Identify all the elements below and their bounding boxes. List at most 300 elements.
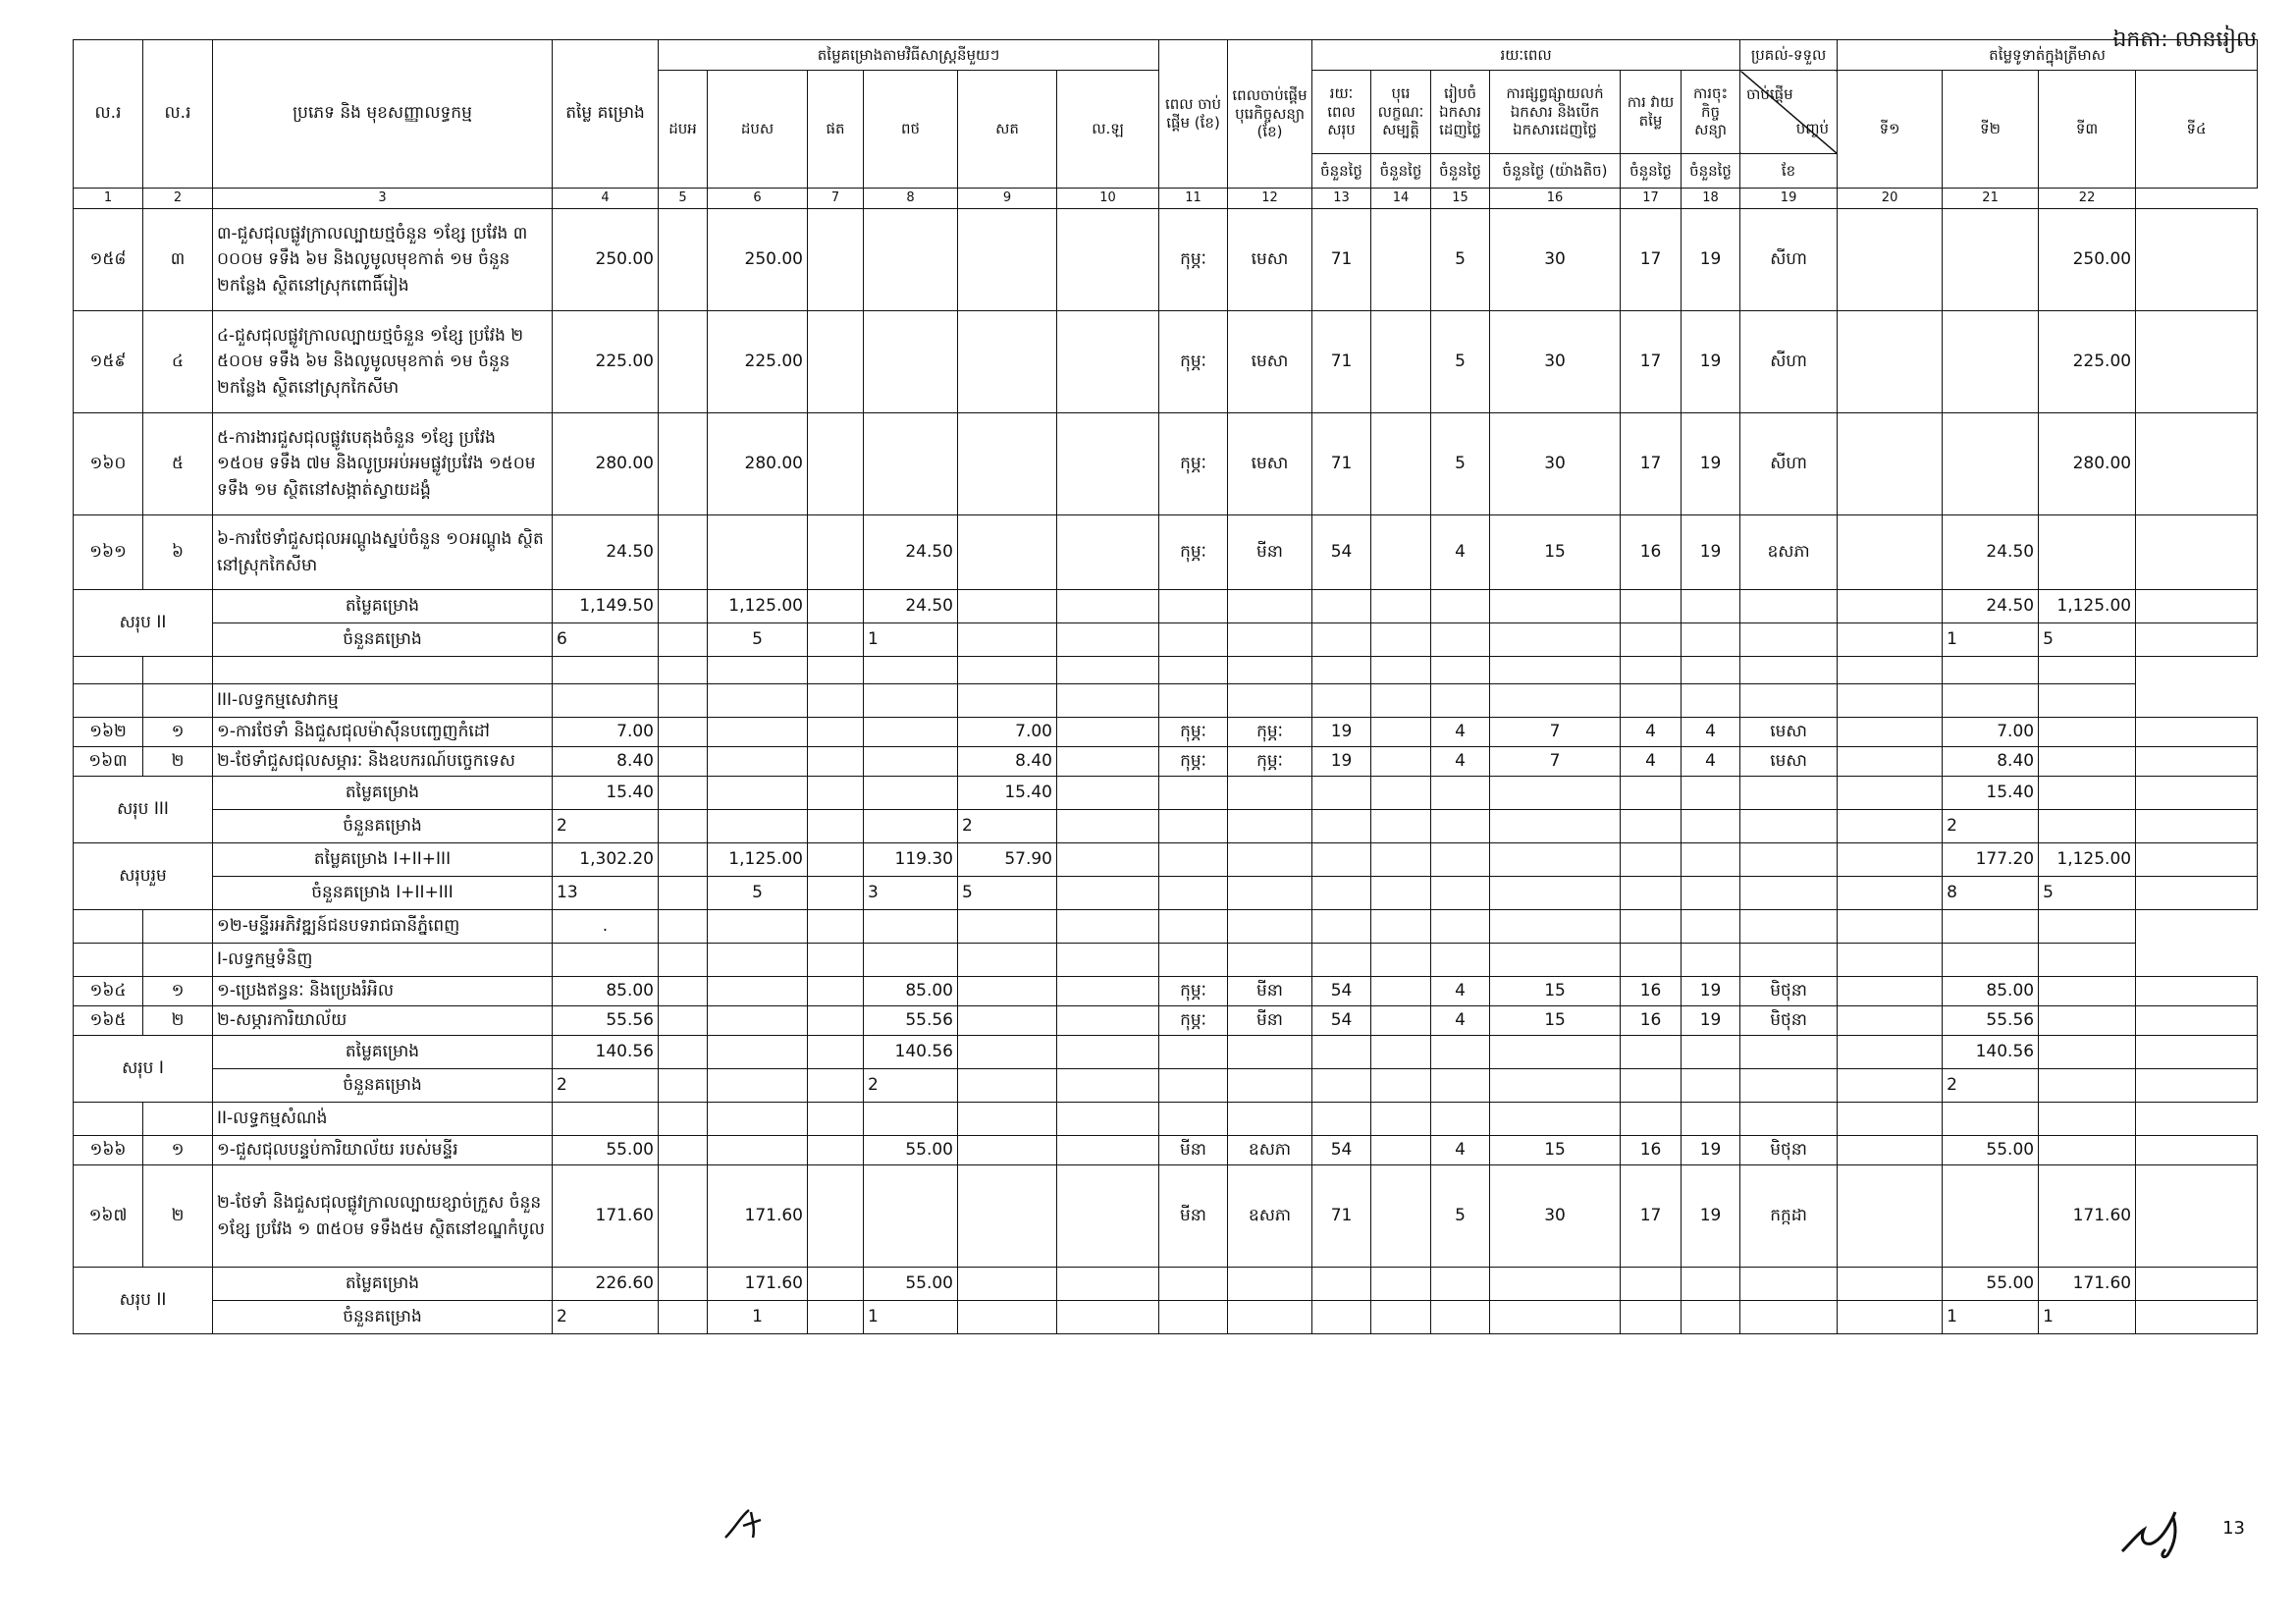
row-duration-dt: 71 <box>1312 311 1371 413</box>
row-duration-dcon: 19 <box>1682 209 1740 311</box>
subtotal-estimate: 6 <box>553 623 659 657</box>
section-empty <box>708 1103 808 1136</box>
blank-cell <box>2039 657 2136 684</box>
row-method-m2 <box>708 718 808 747</box>
section-empty <box>1057 944 1159 977</box>
section-empty <box>1228 684 1312 718</box>
subtotal-empty <box>1057 1301 1159 1334</box>
subtotal-q1 <box>1838 1036 1943 1069</box>
section-empty <box>74 944 143 977</box>
row-description: ២-ថែទាំ និងជួសជុលផ្លូវក្រាលល្បាយខ្សាច់ក្រួស ចំនួន ១ខ្សែ ប្រវែង ១ ៣៥០ម ទទឹង៥ម ស្ថិតនៅខណ្ឌកំបូល <box>213 1165 553 1268</box>
subtotal-q4 <box>2136 590 2258 623</box>
column-index-cell: 12 <box>1228 189 1312 209</box>
subtotal-type: តម្លៃគម្រោង <box>213 590 553 623</box>
subtotal-m4: 3 <box>864 877 958 910</box>
section-empty <box>1838 910 1943 944</box>
row-payment-q4 <box>2136 515 2258 590</box>
row-method-m2: 250.00 <box>708 209 808 311</box>
row-start-month: មីនា <box>1159 1136 1228 1165</box>
section-empty <box>1371 944 1431 977</box>
subtotal-empty <box>1312 623 1371 657</box>
subtotal-empty <box>1682 590 1740 623</box>
row-no: ១៦១ <box>74 515 143 590</box>
subtotal-empty <box>1312 810 1371 843</box>
row-payment-q4 <box>2136 1006 2258 1036</box>
row-method-m6 <box>1057 515 1159 590</box>
row-start-month: កុម្ភៈ <box>1159 515 1228 590</box>
subtotal-type: ចំនួនគម្រោង <box>213 1301 553 1334</box>
subtotal-q4 <box>2136 1069 2258 1103</box>
row-start-month: កុម្ភៈ <box>1159 311 1228 413</box>
subtotal-empty <box>1431 777 1490 810</box>
section-empty <box>1682 944 1740 977</box>
subtotal-q2: 1 <box>1943 1301 2039 1334</box>
subtotal-q1 <box>1838 1268 1943 1301</box>
section-empty <box>1740 910 1838 944</box>
blank-cell <box>1740 657 1838 684</box>
row-method-m2 <box>708 1006 808 1036</box>
subtotal-m3 <box>808 1036 864 1069</box>
row-payment-q4 <box>2136 1165 2258 1268</box>
group-payment: តម្លៃទូទាត់ក្នុងត្រីមាស <box>1838 40 2258 71</box>
section-heading-row <box>74 1103 2258 1136</box>
subtotal-m1 <box>659 590 708 623</box>
section-empty <box>958 910 1057 944</box>
section-empty <box>1943 910 2039 944</box>
section-empty <box>1740 684 1838 718</box>
row-method-m1 <box>659 311 708 413</box>
subtotal-empty <box>1490 877 1621 910</box>
section-empty <box>808 944 864 977</box>
row-payment-q1 <box>1838 747 1943 777</box>
row-method-m3 <box>808 1136 864 1165</box>
procurement-plan-sheet <box>73 39 2258 1334</box>
row-payment-q3 <box>2039 1136 2136 1165</box>
subtotal-m5 <box>958 590 1057 623</box>
row-method-m2: 280.00 <box>708 413 808 515</box>
row-prep-month: ឧសភា <box>1228 1136 1312 1165</box>
subtotal-empty <box>1312 1301 1371 1334</box>
section-empty <box>2039 910 2136 944</box>
table-row <box>74 1136 2258 1165</box>
subtotal-estimate: 13 <box>553 877 659 910</box>
row-method-m6 <box>1057 718 1159 747</box>
row-method-m6 <box>1057 1165 1159 1268</box>
subtotal-m4: 55.00 <box>864 1268 958 1301</box>
subtotal-q1 <box>1838 1069 1943 1103</box>
section-empty <box>1312 684 1371 718</box>
column-index-cell: 9 <box>958 189 1057 209</box>
row-estimate: 225.00 <box>553 311 659 413</box>
subtotal-label: សរុប III <box>74 777 213 843</box>
subtotal-m5: 2 <box>958 810 1057 843</box>
col-delivery <box>1740 71 1838 154</box>
row-duration-dpre <box>1371 311 1431 413</box>
subtotal-empty <box>1371 843 1431 877</box>
row-duration-dt: 71 <box>1312 413 1371 515</box>
section-empty <box>958 684 1057 718</box>
subtotal-empty <box>1159 777 1228 810</box>
subtotal-m1 <box>659 1069 708 1103</box>
row-payment-q2 <box>1943 311 2039 413</box>
subtotal-empty <box>1371 1036 1431 1069</box>
row-description: ៤-ជួសជុលផ្លូវក្រាលល្បាយថ្មចំនួន ១ខ្សែ ប្រវែង ២ ៥០០ម ទទឹង ៦ម និងលូមូលមុខកាត់ ១ម ចំនួន ២កន្លែង ស្ថិតនៅស្រុកកៃសីមា <box>213 311 553 413</box>
section-empty <box>708 944 808 977</box>
col-d-sell: ការផ្សព្វផ្សាយលក់ ឯកសារ និងបើក ឯកសារដេញថ្លៃ <box>1490 71 1621 154</box>
subtotal-empty <box>1312 843 1371 877</box>
row-duration-deval: 4 <box>1621 718 1682 747</box>
blank-cell <box>1431 657 1490 684</box>
col-m1: ដបអ <box>659 71 708 189</box>
subtotal-empty <box>1159 877 1228 910</box>
col-d-eval: ការ វាយតម្លៃ <box>1621 71 1682 154</box>
row-payment-q1 <box>1838 515 1943 590</box>
blank-cell <box>864 657 958 684</box>
subtotal-empty <box>1371 777 1431 810</box>
subtotal-m2: 1,125.00 <box>708 590 808 623</box>
subtotal-m4: 1 <box>864 623 958 657</box>
subtotal-estimate: 226.60 <box>553 1268 659 1301</box>
section-empty <box>659 910 708 944</box>
subtotal-m5 <box>958 1036 1057 1069</box>
section-empty <box>1159 684 1228 718</box>
subtotal-q1 <box>1838 877 1943 910</box>
row-estimate: 8.40 <box>553 747 659 777</box>
subtotal-empty <box>1740 1301 1838 1334</box>
subtotal-q4 <box>2136 1036 2258 1069</box>
row-payment-q2: 24.50 <box>1943 515 2039 590</box>
subtotal-empty <box>1621 810 1682 843</box>
row-method-m3 <box>808 515 864 590</box>
row-method-m6 <box>1057 311 1159 413</box>
section-heading: I-លទ្ធកម្មទំនិញ <box>213 944 553 977</box>
row-duration-dsell: 7 <box>1490 718 1621 747</box>
row-sub-no: ២ <box>143 747 213 777</box>
column-index-cell: 6 <box>708 189 808 209</box>
row-method-m4 <box>864 747 958 777</box>
row-start-month: កុម្ភៈ <box>1159 718 1228 747</box>
row-delivery: មិថុនា <box>1740 1006 1838 1036</box>
row-prep-month: មេសា <box>1228 413 1312 515</box>
section-empty <box>1312 1103 1371 1136</box>
row-delivery: មិថុនា <box>1740 977 1838 1006</box>
subtotal-m2 <box>708 1036 808 1069</box>
subtotal-label: សរុបរួម <box>74 843 213 910</box>
section-empty <box>1838 1103 1943 1136</box>
table-row <box>74 311 2258 413</box>
row-method-m5 <box>958 1165 1057 1268</box>
row-method-m4 <box>864 1165 958 1268</box>
section-empty <box>143 944 213 977</box>
row-payment-q2 <box>1943 413 2039 515</box>
row-duration-dt: 54 <box>1312 977 1371 1006</box>
blank-cell <box>659 657 708 684</box>
row-delivery: ឧសភា <box>1740 515 1838 590</box>
subtotal-empty <box>1740 777 1838 810</box>
row-method-m6 <box>1057 209 1159 311</box>
subtotal-empty <box>1740 810 1838 843</box>
subtotal-empty <box>1490 1069 1621 1103</box>
subtotal-empty <box>1159 1301 1228 1334</box>
row-no: ១៦៥ <box>74 1006 143 1036</box>
row-method-m1 <box>659 515 708 590</box>
section-empty <box>2039 944 2136 977</box>
subtotal-q2: 177.20 <box>1943 843 2039 877</box>
row-no: ១៦៦ <box>74 1136 143 1165</box>
row-method-m5 <box>958 413 1057 515</box>
subtotal-empty <box>1371 877 1431 910</box>
row-delivery: មិថុនា <box>1740 1136 1838 1165</box>
col-d-pre: បុរេ លក្ខណៈ សម្បត្តិ <box>1371 71 1431 154</box>
row-method-m5 <box>958 209 1057 311</box>
unit-days-min: ចំនួនថ្ងៃ (យ៉ាងតិច) <box>1490 154 1621 189</box>
section-empty <box>1621 944 1682 977</box>
unit-label: ឯកតា: លានរៀល <box>2112 27 2257 52</box>
section-empty <box>1838 684 1943 718</box>
row-payment-q3 <box>2039 718 2136 747</box>
subtotal-q4 <box>2136 1301 2258 1334</box>
row-duration-deval: 17 <box>1621 311 1682 413</box>
blank-cell <box>143 657 213 684</box>
row-duration-dsell: 30 <box>1490 413 1621 515</box>
section-empty <box>1159 910 1228 944</box>
section-heading-row <box>74 684 2258 718</box>
section-empty <box>1371 684 1431 718</box>
subtotal-q3: 1,125.00 <box>2039 590 2136 623</box>
row-duration-dt: 19 <box>1312 718 1371 747</box>
row-prep-month: មីនា <box>1228 977 1312 1006</box>
blank-cell <box>708 657 808 684</box>
row-description: ១-ការថែទាំ និងជួសជុលម៉ាស៊ីនបញ្ចេញកំដៅ <box>213 718 553 747</box>
row-duration-dprep: 4 <box>1431 1136 1490 1165</box>
subtotal-empty <box>1228 590 1312 623</box>
subtotal-empty <box>1621 777 1682 810</box>
subtotal-empty <box>1621 590 1682 623</box>
column-index-cell: 14 <box>1371 189 1431 209</box>
subtotal-empty <box>1431 877 1490 910</box>
row-method-m4: 55.00 <box>864 1136 958 1165</box>
subtotal-type: តម្លៃគម្រោង <box>213 1268 553 1301</box>
section-empty <box>659 944 708 977</box>
subtotal-empty <box>1228 877 1312 910</box>
row-method-m4 <box>864 718 958 747</box>
row-method-m4: 55.56 <box>864 1006 958 1036</box>
subtotal-empty <box>1490 590 1621 623</box>
section-empty <box>1228 1103 1312 1136</box>
row-method-m4: 85.00 <box>864 977 958 1006</box>
row-method-m3 <box>808 311 864 413</box>
row-payment-q3: 171.60 <box>2039 1165 2136 1268</box>
blank-cell <box>1371 657 1431 684</box>
subtotal-empty <box>1490 810 1621 843</box>
delivery-start-label: ចាប់ផ្តើម <box>1746 85 1793 104</box>
subtotal-m4: 1 <box>864 1301 958 1334</box>
row-description: ៥-ការងារជួសជុលផ្លូវបេតុងចំនួន ១ខ្សែ ប្រវែង ១៥០ម ទទឹង ៧ម និងលូប្រអប់អមផ្លូវប្រវែង ១៥០ម ទទឹង ១ម ស្ថិតនៅសង្កាត់ស្វាយដង្គំ <box>213 413 553 515</box>
subtotal-empty <box>1682 1069 1740 1103</box>
col-q2: ទី២ <box>1943 71 2039 189</box>
row-method-m2 <box>708 747 808 777</box>
section-empty <box>708 910 808 944</box>
signature-initial-left <box>721 1506 780 1545</box>
subtotal-m2: 5 <box>708 877 808 910</box>
blank-cell <box>1228 657 1312 684</box>
section-empty <box>864 684 958 718</box>
section-empty <box>1371 910 1431 944</box>
subtotal-m1 <box>659 1036 708 1069</box>
row-delivery: សីហា <box>1740 413 1838 515</box>
row-method-m6 <box>1057 977 1159 1006</box>
col-d-prep: រៀបចំ ឯកសារ ដេញថ្លៃ <box>1431 71 1490 154</box>
unit-days: ចំនួនថ្ងៃ <box>1682 154 1740 189</box>
column-index-cell: 22 <box>2039 189 2136 209</box>
row-method-m1 <box>659 1006 708 1036</box>
row-description: ៣-ជួសជុលផ្លូវក្រាលល្បាយថ្មចំនួន ១ខ្សែ ប្រវែង ៣ ០០០ម ទទឹង ៦ម និងលូមូលមុខកាត់ ១ម ចំនួន ២កន្លែង ស្ថិតនៅស្រុកពោធិ៍រៀង <box>213 209 553 311</box>
col-d-total: រយៈពេល សរុប <box>1312 71 1371 154</box>
row-estimate: 7.00 <box>553 718 659 747</box>
table-row <box>74 1006 2258 1036</box>
subtotal-empty <box>1228 843 1312 877</box>
subtotal-empty <box>1490 623 1621 657</box>
row-delivery: មេសា <box>1740 718 1838 747</box>
section-empty <box>1312 910 1371 944</box>
subtotal-q3: 5 <box>2039 877 2136 910</box>
section-empty <box>864 944 958 977</box>
section-empty <box>1312 944 1371 977</box>
subtotal-row <box>74 1268 2258 1301</box>
subtotal-q4 <box>2136 843 2258 877</box>
subtotal-empty <box>1621 623 1682 657</box>
row-duration-dcon: 19 <box>1682 977 1740 1006</box>
subtotal-q1 <box>1838 810 1943 843</box>
row-delivery: មេសា <box>1740 747 1838 777</box>
subtotal-empty <box>1431 590 1490 623</box>
table-row <box>74 718 2258 747</box>
blank-cell <box>1159 657 1228 684</box>
subtotal-empty <box>1431 1301 1490 1334</box>
subtotal-empty <box>1682 1268 1740 1301</box>
row-payment-q1 <box>1838 1136 1943 1165</box>
subtotal-empty <box>1431 1069 1490 1103</box>
subtotal-empty <box>1159 843 1228 877</box>
subtotal-label: សរុប II <box>74 590 213 657</box>
subtotal-empty <box>1057 1069 1159 1103</box>
row-method-m3 <box>808 747 864 777</box>
blank-cell <box>958 657 1057 684</box>
signature-initial-right <box>2118 1504 2207 1563</box>
row-duration-dcon: 19 <box>1682 515 1740 590</box>
row-method-m6 <box>1057 1006 1159 1036</box>
row-payment-q4 <box>2136 747 2258 777</box>
table-row <box>74 1165 2258 1268</box>
col-estimate: តម្លៃ គម្រោង <box>553 40 659 189</box>
row-method-m1 <box>659 977 708 1006</box>
subtotal-q2: 8 <box>1943 877 2039 910</box>
subtotal-empty <box>1682 777 1740 810</box>
subtotal-row <box>74 1069 2258 1103</box>
row-description: ៦-ការថែទាំជួសជុលអណ្តូងស្នប់ចំនួន ១០អណ្តូង ស្ថិតនៅស្រុកកៃសីមា <box>213 515 553 590</box>
col-m6: ល.ឡ <box>1057 71 1159 189</box>
subtotal-empty <box>1740 1268 1838 1301</box>
row-method-m1 <box>659 1165 708 1268</box>
subtotal-type: ចំនួនគម្រោង I+II+III <box>213 877 553 910</box>
row-duration-dcon: 4 <box>1682 718 1740 747</box>
section-empty <box>1943 1103 2039 1136</box>
subtotal-q4 <box>2136 777 2258 810</box>
subtotal-empty <box>1228 1036 1312 1069</box>
subtotal-m3 <box>808 1069 864 1103</box>
subtotal-m1 <box>659 777 708 810</box>
subtotal-empty <box>1371 1268 1431 1301</box>
row-duration-deval: 17 <box>1621 1165 1682 1268</box>
row-payment-q3 <box>2039 515 2136 590</box>
row-payment-q1 <box>1838 1165 1943 1268</box>
subtotal-empty <box>1057 1268 1159 1301</box>
row-sub-no: ២ <box>143 1165 213 1268</box>
column-index-cell: 3 <box>213 189 553 209</box>
table-body <box>74 189 2258 1334</box>
section-empty <box>1621 684 1682 718</box>
row-prep-month: ឧសភា <box>1228 1165 1312 1268</box>
table-row <box>74 515 2258 590</box>
subtotal-q3: 5 <box>2039 623 2136 657</box>
row-duration-dcon: 19 <box>1682 1165 1740 1268</box>
blank-cell <box>1312 657 1371 684</box>
row-method-m1 <box>659 209 708 311</box>
row-duration-dprep: 4 <box>1431 747 1490 777</box>
section-empty <box>74 1103 143 1136</box>
subtotal-empty <box>1490 843 1621 877</box>
section-empty <box>864 1103 958 1136</box>
row-no: ១៦៤ <box>74 977 143 1006</box>
section-empty <box>1057 684 1159 718</box>
row-duration-dt: 71 <box>1312 209 1371 311</box>
row-estimate: 250.00 <box>553 209 659 311</box>
unit-days: ចំនួនថ្ងៃ <box>1312 154 1371 189</box>
subtotal-empty <box>1228 1301 1312 1334</box>
subtotal-empty <box>1057 877 1159 910</box>
row-duration-dpre <box>1371 209 1431 311</box>
row-payment-q3: 250.00 <box>2039 209 2136 311</box>
subtotal-empty <box>1228 623 1312 657</box>
row-prep-month: មេសា <box>1228 311 1312 413</box>
row-method-m6 <box>1057 413 1159 515</box>
row-sub-no: ២ <box>143 1006 213 1036</box>
row-duration-dcon: 19 <box>1682 413 1740 515</box>
section-empty <box>1682 910 1740 944</box>
section-mark: . <box>553 910 659 944</box>
subtotal-m1 <box>659 623 708 657</box>
row-estimate: 55.56 <box>553 1006 659 1036</box>
section-empty <box>1431 684 1490 718</box>
row-estimate: 55.00 <box>553 1136 659 1165</box>
subtotal-empty <box>1682 1301 1740 1334</box>
blank-cell <box>808 657 864 684</box>
row-prep-month: កុម្ភៈ <box>1228 747 1312 777</box>
subtotal-empty <box>1159 1069 1228 1103</box>
section-empty <box>1490 910 1621 944</box>
subtotal-empty <box>1740 1036 1838 1069</box>
subtotal-label: សរុប II <box>74 1268 213 1334</box>
subtotal-m5: 57.90 <box>958 843 1057 877</box>
subtotal-m1 <box>659 1301 708 1334</box>
col-start: ពេល ចាប់ផ្តើម (ខែ) <box>1159 40 1228 189</box>
subtotal-empty <box>1371 623 1431 657</box>
subtotal-q1 <box>1838 777 1943 810</box>
subtotal-label: សរុប I <box>74 1036 213 1103</box>
subtotal-m2 <box>708 777 808 810</box>
section-empty <box>1943 684 2039 718</box>
row-method-m4: 24.50 <box>864 515 958 590</box>
